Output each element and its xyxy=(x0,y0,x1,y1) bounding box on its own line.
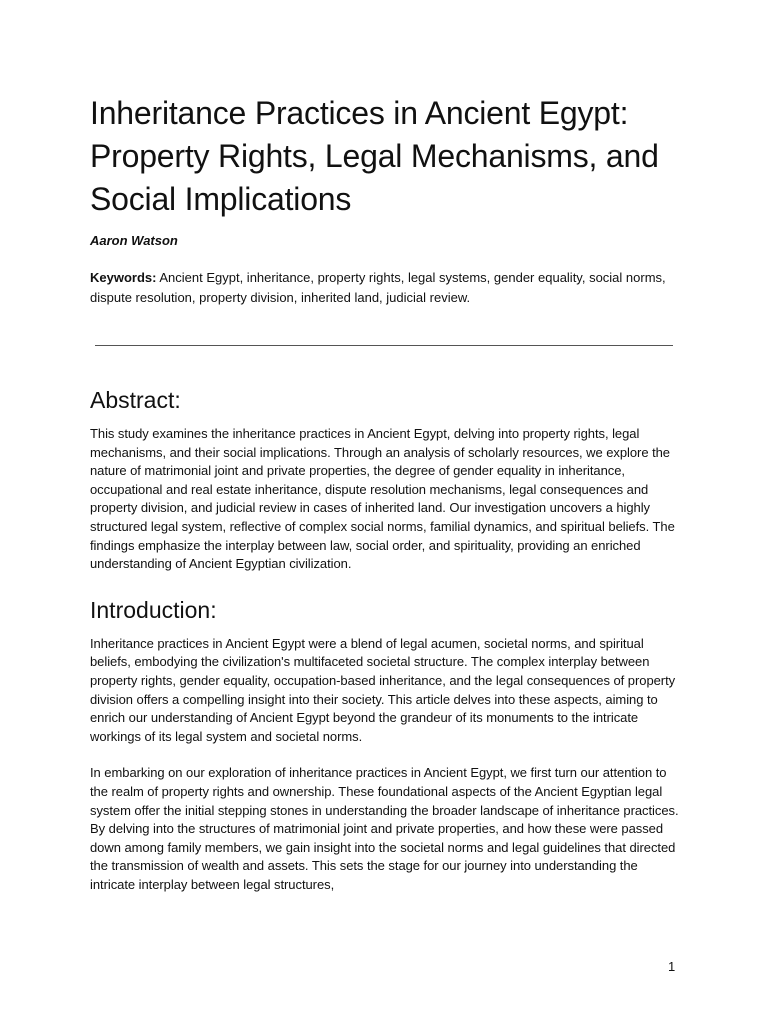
introduction-paragraph: In embarking on our exploration of inheritance practices in Ancient Egypt, we first turn our attention to the realm of property rights and ownership. These foundational aspects of the Ancient Egyptian legal system offer the initial stepping stones in understanding the broader landscape of inheritance practices. By delving into the structures of matrimonial joint and private properties, and how these were passed down among family members, we gain insight into the societal norms and legal guidelines that directed the transmission of wealth and assets. This sets the stage for our journey into understanding the intricate interplay between legal structures, xyxy=(90,765,679,892)
section-divider xyxy=(95,345,673,346)
introduction-heading: Introduction: xyxy=(90,596,217,623)
keywords xyxy=(90,268,680,308)
keywords-label: Keywords: xyxy=(90,270,157,285)
introduction-paragraph: Inheritance practices in Ancient Egypt were a blend of legal acumen, societal norms, and spiritual beliefs, embodying the civilization's multifaceted societal structure. The complex interplay between property rights, gender equality, occupation-based inheritance, and the legal consequences of property division offers a compelling insight into their society. This article delves into these aspects, aiming to enrich our understanding of Ancient Egypt beyond the grandeur of its monuments to the intricate workings of its legal system and societal norms. xyxy=(90,635,676,744)
abstract-heading: Abstract: xyxy=(90,387,181,413)
page-number: 1 xyxy=(668,959,676,974)
paper-title: Inheritance Practices in Ancient Egypt: Property Rights, Legal Mechanisms, and Social Implications xyxy=(90,95,659,217)
abstract-text: This study examines the inheritance practices in Ancient Egypt, delving into property rights, legal mechanisms, and their social implications. Through an analysis of scholarly resources, we explore the nature of matrimonial joint and private properties, the degree of gender equality in inheritance, occupational and real estate inheritance, dispute resolution mechanisms, legal consequences and property division, and judicial review in cases of inherited land. Our investigation uncovers a highly structured legal system, reflective of complex social norms, familial dynamics, and spiritual beliefs. The findings emphasize the interplay between law, social order, and spirituality, providing an enriched understanding of Ancient Egyptian civilization. xyxy=(90,426,675,572)
author-name: Aaron Watson xyxy=(90,233,178,248)
paper-page xyxy=(90,92,680,894)
keywords-text: Ancient Egypt, inheritance, property rights, legal systems, gender equality, social norms, dispute resolution, property division, inherited land, judicial review. xyxy=(90,270,666,305)
